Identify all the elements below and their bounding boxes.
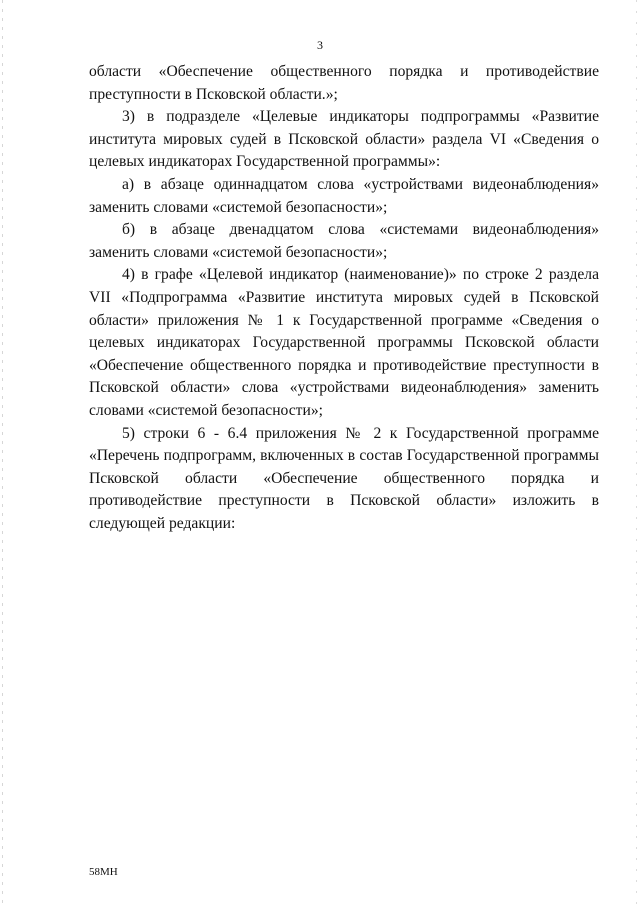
paragraph-item-4: 4) в графе «Целевой индикатор (наименование)» по строке 2 раздела VII «Подпрограмма «Развитие института мировых судей в Псковской области» приложения № 1 к Государственной программе «Сведения о целевых индикаторах Государственной программы Псковской области «Обеспечение общественного порядка и противодействие преступности в Псковской области» слова «устройствами видеонаблюдения» заменить словами «системой безопасности»; [89,266,599,419]
document-body [89,61,599,535]
paragraph-continuation: области «Обеспечение общественного порядка и противодействие преступности в Псковской области.»; [89,63,599,103]
paragraph-item-3a: а) в абзаце одиннадцатом слова «устройствами видеонаблюдения» заменить словами «системой безопасности»; [89,175,599,216]
paragraph-item-3: 3) в подразделе «Целевые индикаторы подпрограммы «Развитие института мировых судей в Псковской области» раздела VI «Сведения о целевых индикаторах Государственной программы»: [89,108,599,171]
footer-document-code: 58МН [89,866,118,878]
scan-edge-left [2,0,3,905]
paragraph-item-5: 5) строки 6 - 6.4 приложения № 2 к Государственной программе «Перечень подпрограмм, включенных в состав Государственной программы Псковской области «Обеспечение общественного порядка и противодействие преступности в Псковской области» изложить в следующей редакции: [89,424,599,532]
paragraph-item-3b: б) в абзаце двенадцатом слова «системами видеонаблюдения» заменить словами «системой безопасности»; [89,221,599,261]
page-number: 3 [317,38,323,52]
scan-edge-right [636,0,637,905]
